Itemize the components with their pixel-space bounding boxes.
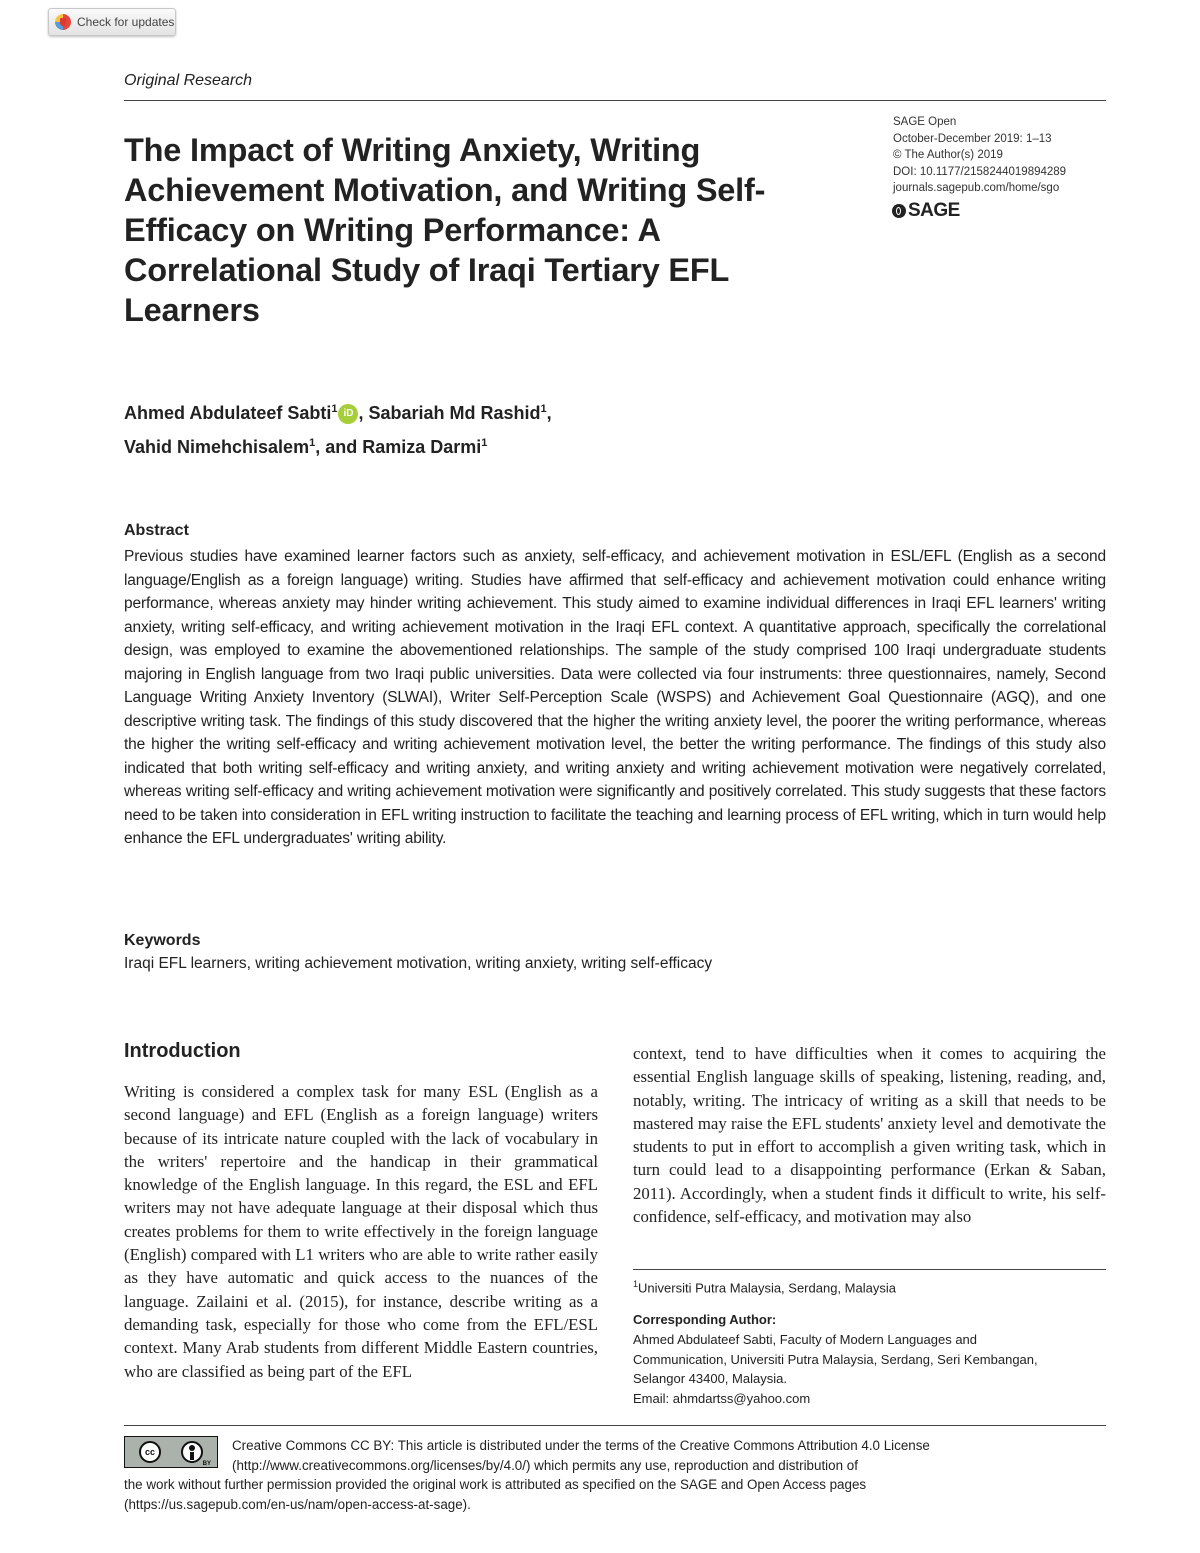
article-type-label: Original Research bbox=[124, 72, 253, 89]
author-name: Vahid Nimehchisalem bbox=[124, 437, 310, 457]
license-notice bbox=[124, 1436, 1106, 1514]
check-for-updates-button[interactable] bbox=[48, 8, 176, 36]
license-divider bbox=[124, 1425, 1106, 1426]
corresponding-author-line: Ahmed Abdulateef Sabti, Faculty of Modern Languages and bbox=[633, 1332, 978, 1347]
open-access-link[interactable]: (https://us.sagepub.com/en-us/nam/open-access-at-sage). bbox=[124, 1496, 471, 1512]
affiliation-footnote bbox=[633, 1279, 896, 1295]
author-separator: , bbox=[358, 403, 369, 423]
introduction-heading: Introduction bbox=[124, 1040, 241, 1062]
affiliation-marker: 1 bbox=[540, 403, 547, 415]
corresponding-author-email[interactable]: Email: ahmdartss@yahoo.com bbox=[633, 1390, 811, 1406]
author-separator: , bbox=[546, 403, 552, 423]
affiliation-marker: 1 bbox=[331, 403, 338, 415]
affiliation-marker: 1 bbox=[633, 1279, 639, 1289]
corresponding-author-details bbox=[633, 1330, 1106, 1408]
orcid-icon[interactable]: iD bbox=[338, 404, 358, 424]
license-link[interactable]: (http://www.creativecommons.org/licenses/by/4.0/) which permits any use, reproduction and distribution of bbox=[232, 1457, 858, 1473]
author-name: Sabariah Md Rashid bbox=[368, 403, 541, 423]
creative-commons-icon: cc bbox=[139, 1441, 161, 1463]
corresponding-author-heading: Corresponding Author: bbox=[633, 1312, 777, 1327]
paper-title: The Impact of Writing Anxiety, Writing Achievement Motivation, and Writing Self-Efficacy on Writing Performance: A Correlational Study of Iraqi Tertiary EFL Learners bbox=[124, 132, 766, 328]
journal-name: SAGE Open bbox=[893, 116, 957, 128]
license-line: Creative Commons CC BY: This article is distributed under the terms of the Creative Commons Attribution 4.0 License bbox=[232, 1438, 930, 1453]
affiliation-marker: 1 bbox=[309, 437, 316, 449]
journal-issue: October-December 2019: 1–13 bbox=[893, 132, 1052, 145]
corresponding-author-line: Communication, Universiti Putra Malaysia, Serdang, Seri Kembangan, bbox=[633, 1351, 1038, 1367]
abstract-heading: Abstract bbox=[124, 522, 189, 539]
sage-mark-icon bbox=[892, 204, 906, 218]
copyright-line: © The Author(s) 2019 bbox=[893, 149, 1003, 161]
introduction-right-column: context, tend to have difficulties when it comes to acquiring the essential English language skills of speaking, listening, reading, and, notably, writing. The intricacy of writing as a skill that needs to be mastered may raise the EFL students' anxiety level and demotivate the students to put in effort to accomplish a given writing task, which in turn could lead to a disappointing performance (Erkan & Saban, 2011). Accordingly, when a student finds it difficult to write, his self-confidence, self-efficacy, and motivation may also bbox=[633, 1044, 1106, 1227]
author-separator: , and bbox=[315, 437, 363, 457]
affiliation-text: Universiti Putra Malaysia, Serdang, Malaysia bbox=[638, 1280, 896, 1296]
journal-url-link[interactable]: journals.sagepub.com/home/sgo bbox=[893, 182, 1060, 194]
affiliation-marker: 1 bbox=[481, 437, 488, 449]
abstract-text: Previous studies have examined learner factors such as anxiety, self-efficacy, and achievement motivation in ESL/EFL (English as a second language/English as a foreign language) writing. Studies have affirmed that self-efficacy and achievement motivation could enhance writing performance, whereas anxiety may hinder writing achievement. This study aimed to examine individual differences in Iraqi EFL learners' writing anxiety, writing self-efficacy, and writing achievement motivation in the Iraqi EFL context. A quantitative approach, specifically the correlational design, was employed to examine the abovementioned relationships. The sample of the study comprised 100 Iraqi undergraduate students majoring in English language from two Iraqi public universities. Data were collected via four instruments: three questionnaires, namely, Second Language Writing Anxiety Inventory (SLWAI), Writer Self-Perception Scale (WSPS) and Achievement Goal Questionnaire (AGQ), and one descriptive writing task. The findings of this study discovered that the higher the writing anxiety level, the poorer the writing performance, whereas the higher the writing self-efficacy and writing achievement motivation level, the better the writing performance. The findings of this study also indicated that both writing self-efficacy and writing anxiety, and writing anxiety and writing achievement motivation were negatively correlated, whereas writing self-efficacy and writing achievement motivation were significantly and positively correlated. This study suggests that these factors need to be taken into consideration in EFL writing instruction to facilitate the teaching and learning process of EFL writing, which in turn would help enhance the EFL undergraduates' writing ability. bbox=[124, 548, 1106, 847]
doi-link[interactable]: DOI: 10.1177/2158244019894289 bbox=[893, 165, 1067, 178]
license-line: the work without further permission provided the original work is attributed as specified on the SAGE and Open Access pages bbox=[124, 1477, 867, 1492]
journal-info bbox=[893, 114, 1153, 197]
by-label: BY bbox=[202, 1461, 211, 1467]
publisher-logo bbox=[892, 200, 960, 222]
author-name: Ahmed Abdulateef Sabti bbox=[124, 403, 332, 423]
corresponding-author-line: Selangor 43400, Malaysia. bbox=[633, 1371, 787, 1386]
header-divider bbox=[124, 100, 1106, 101]
publisher-logo-text: SAGE bbox=[908, 200, 960, 221]
author-name: Ramiza Darmi bbox=[362, 437, 482, 457]
introduction-left-column: Writing is considered a complex task for many ESL (English as a second language) and EFL (English as a foreign language) writers because of its intricate nature coupled with the lack of vocabulary in the writers' repertoire and the handicap in their grammatical knowledge of the English language. In this regard, the ESL and EFL writers may not have adequate language at their disposal which thus creates problems for them to write effectively in the foreign language (English) compared with L1 writers who are able to write rather easily as they have automatic and quick access to the nuances of the language. Zailaini et al. (2015), for instance, describe writing as a demanding task, especially for those who come from the EFL/ESL context. Many Arab students from different Middle Eastern countries, who are classified as being part of the EFL bbox=[124, 1082, 598, 1381]
keywords-heading: Keywords bbox=[124, 932, 201, 949]
crossmark-icon bbox=[55, 14, 71, 30]
author-list bbox=[124, 394, 824, 462]
keywords-text: Iraqi EFL learners, writing achievement motivation, writing anxiety, writing self-efficacy bbox=[124, 955, 713, 972]
footnote-divider bbox=[633, 1269, 1106, 1270]
check-for-updates-label: Check for updates bbox=[77, 15, 175, 29]
